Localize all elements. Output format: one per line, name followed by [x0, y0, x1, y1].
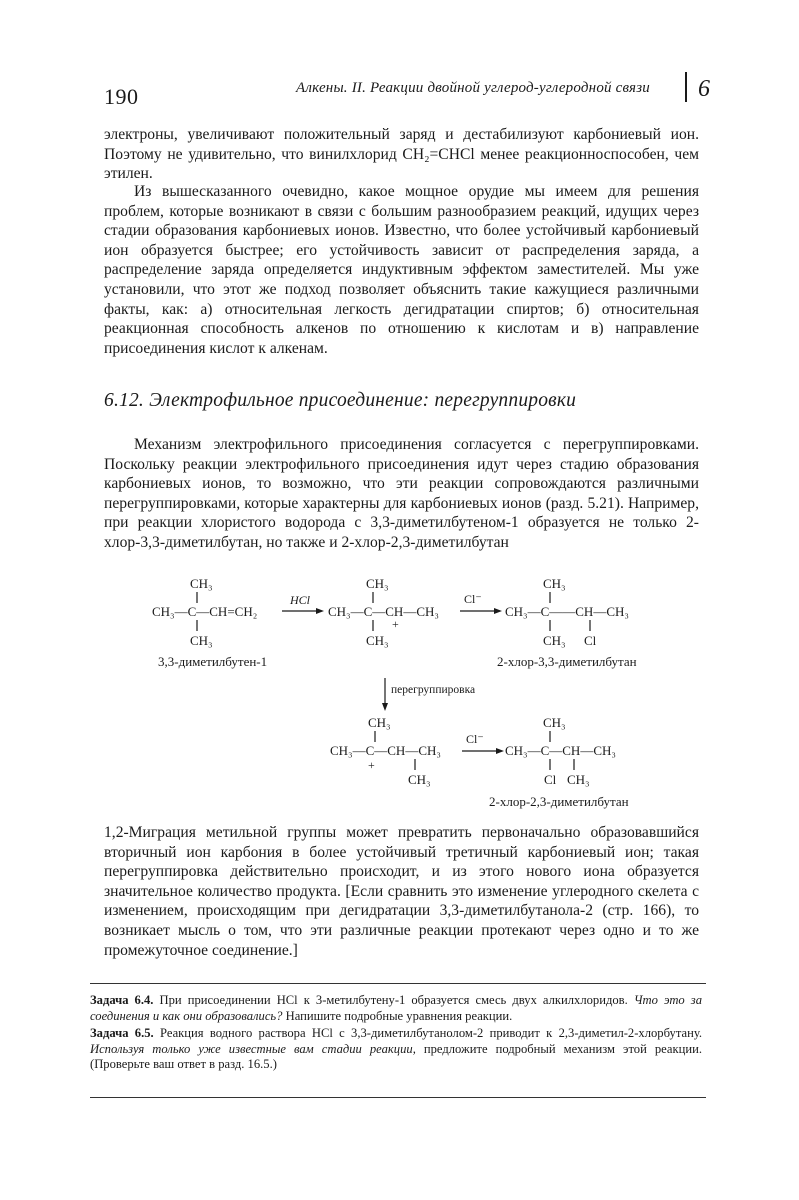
running-title: Алкены. II. Реакции двойной углерод-углеродной связи — [296, 80, 650, 96]
arrow-cl-top — [460, 592, 502, 614]
arrow-cl-bottom — [462, 732, 504, 754]
rearrangement-arrow — [382, 678, 475, 711]
reagent-hcl: HCl — [290, 593, 311, 607]
product2-chain: CH₃—C—CH—CH₃ — [505, 743, 616, 758]
paragraph-carbonium-ions: Из вышесказанного очевидно, какое мощное орудие мы имеем для решения проблем, которые возникают в связи с большим разнообразием реакций, идущих через стадии образования карбониевых ионов. Известно, что более устойчивый карбониевый ион образуется быстрее; его устойчивость зависит от распределения заряда, а распределение заряда определяется индуктивным эффектом заместителей. Мы уже установили, что этот же подход позволяет объяснить такие кажущиеся различными факты, как: а) относительная легкость дегидратации спиртов; б) относительная реакционная способность алкенов по отношению к кислотам и в) направление присоединения кислот к алкенам. — [104, 183, 699, 357]
reaction-scheme — [0, 570, 799, 820]
section-title: 6.12. Электрофильное присоединение: перегруппировки — [104, 390, 577, 411]
problem-6-5 — [90, 1026, 702, 1073]
paragraph-rearrangements: Механизм электрофильного присоединения согласуется с перегруппировками. Поскольку реакции электрофильного присоединения идут через стадию образования карбониевых ионов, то возможно, что эти реакции сопровождаются различными перегруппировками, которые характерны для карбониевых ионов (разд. 5.21). Например, при реакции хлористого водорода с 3,3-диметилбутеном-1 образуется не только 2-хлор-3,3-диметилбутан, но также и 2-хлор-2,3-диметилбутан — [104, 436, 699, 551]
reagent-cl-top: Cl⁻ — [464, 592, 482, 606]
problem-6-4-label: Задача 6.4. — [90, 993, 154, 1007]
reagent-cl-bottom: Cl⁻ — [466, 732, 484, 746]
problems-block — [90, 993, 702, 1075]
product1-chlorine: Cl — [584, 633, 597, 648]
paragraph-methyl-migration: 1,2-Миграция метильной группы может превратить первоначально образовавшийся вторичный ион карбония в более устойчивый третичный карбониевый ион; такая перегруппировка действительно происходит, и из этого нового иона образуется значительное количество продукта. [Если сравнить это изменение углеродного скелета с изменением, происходящим при дегидратации 3,3-диметилбутанола-2 (стр. 166), то возникает мысль о том, что эти различные реакции протекают через одно и то же промежуточное соединение.] — [104, 824, 699, 959]
header-divider — [685, 72, 687, 102]
cation1-bottom-methyl: CH₃ — [366, 633, 389, 648]
problems-top-rule — [90, 983, 706, 984]
problem-6-4-question: Что это за соединения и как они образовались? — [90, 993, 702, 1023]
problem-6-5-hint: Используя только уже известные вам стадии реакции, — [90, 1041, 416, 1056]
start-chain: CH₃—C—CH=CH₂ — [152, 604, 258, 619]
problem-6-4-tail: Напишите подробные уравнения реакции. — [285, 1008, 513, 1023]
secondary-cation — [328, 576, 439, 648]
problem-6-5-tail: предложите подробный механизм этой реакции. (Проверьте ваш ответ в разд. 16.5.) — [90, 1041, 702, 1072]
product1-chain: CH₃—C——CH—CH₃ — [505, 604, 629, 619]
problems-bottom-rule — [90, 1097, 706, 1098]
cation2-charge: + — [368, 758, 375, 772]
problem-6-4-text: При присоединении HCl к 3-метилбутену-1 образуется смесь двух алкилхлоридов. — [159, 993, 628, 1007]
problem-6-5-label: Задача 6.5. — [90, 1026, 154, 1041]
rearrangement-head — [382, 703, 388, 711]
arrow-hcl — [282, 593, 324, 614]
cation2-bottom-methyl: CH₃ — [408, 772, 431, 787]
product1-bottom-methyl: CH₃ — [543, 633, 566, 648]
tertiary-cation — [330, 715, 441, 787]
cation1-charge: + — [392, 617, 399, 631]
cation2-chain: CH₃—C—CH—CH₃ — [330, 743, 441, 758]
arrow-cl-bottom-head — [496, 748, 504, 754]
rearrangement-label: перегруппировка — [391, 684, 476, 696]
arrow-hcl-head — [316, 608, 324, 614]
product2-bottom-methyl: CH₃ — [567, 772, 590, 787]
problem-6-4 — [90, 993, 702, 1024]
start-name: 3,3-диметилбутен-1 — [158, 654, 268, 669]
start-alkene — [152, 576, 267, 669]
cation1-chain: CH₃—C—CH—CH₃ — [328, 604, 439, 619]
arrow-cl-top-head — [494, 608, 502, 614]
paragraph-intro-end: электроны, увеличивают положительный заряд и дестабилизуют карбониевый ион. Поэтому не удивительно, что винилхлорид CH₂=CHCl менее реакционноспособен, чем этилен. — [104, 126, 699, 183]
product1-top-methyl: CH₃ — [543, 576, 566, 591]
start-bottom-methyl: CH₃ — [190, 633, 213, 648]
product2-top-methyl: CH₃ — [543, 715, 566, 730]
product2-name: 2-хлор-2,3-диметилбутан — [489, 794, 629, 809]
reaction-scheme-svg — [0, 570, 799, 820]
page-number: 190 — [104, 84, 139, 109]
cation2-top-methyl: CH₃ — [368, 715, 391, 730]
page-header — [0, 0, 799, 120]
cation1-top-methyl: CH₃ — [366, 576, 389, 591]
product1-name: 2-хлор-3,3-диметилбутан — [497, 654, 637, 669]
product-2 — [489, 715, 629, 809]
problem-6-5-text: Реакция водного раствора HCl с 3,3-диметилбутанолом-2 приводит к 2,3-диметил-2-хлорбутану. — [160, 1026, 702, 1041]
product-1 — [497, 576, 637, 669]
product2-chlorine: Cl — [544, 772, 557, 787]
chapter-number: 6 — [698, 76, 710, 102]
start-top-methyl: CH₃ — [190, 576, 213, 591]
